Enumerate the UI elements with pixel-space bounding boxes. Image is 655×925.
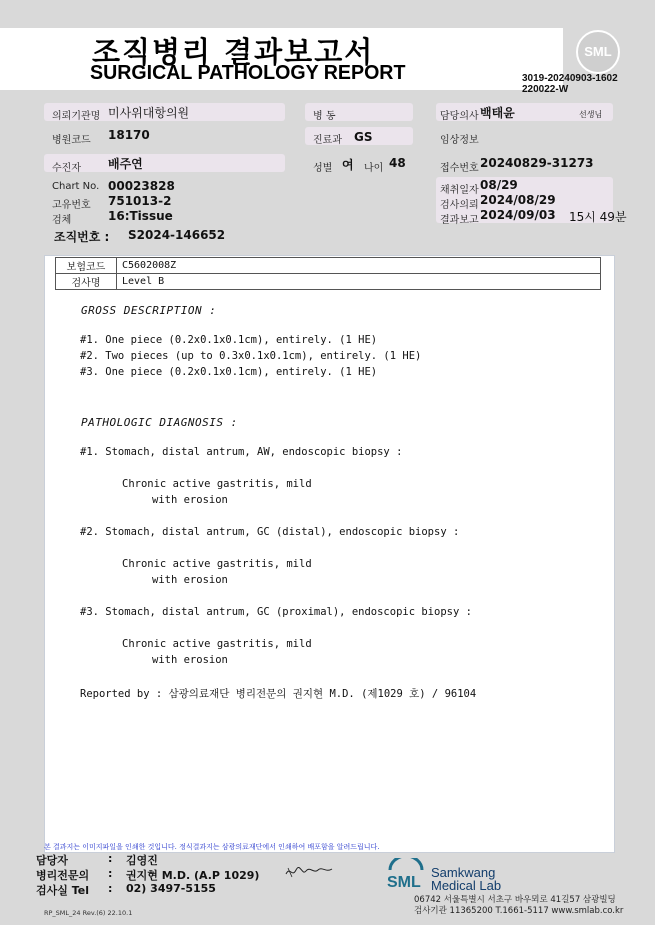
pathologist-value: 권지현 M.D. (A.P 1029) xyxy=(126,869,260,882)
diagnosis-1-text: Chronic active gastritis, mild xyxy=(122,478,312,490)
diagnosis-3-site: #3. Stomach, distal antrum, GC (proximal), endoscopic biopsy : xyxy=(80,606,472,618)
form-code: RP_SML_24 Rev.(6) 22.10.1 xyxy=(44,909,133,917)
pathologic-diagnosis-title: PATHOLOGIC DIAGNOSIS : xyxy=(81,416,238,429)
print-notice: 본 결과지는 이미지파일을 인쇄한 것입니다. 정식결과지는 삼광의료재단에서 인쇄하여 배포함을 알려드립니다. xyxy=(44,843,380,851)
collect-label: 채취일자 xyxy=(440,185,479,196)
samkwang-logo-icon xyxy=(386,858,426,890)
specimen-label: 검체 xyxy=(52,215,72,226)
manager-value: 김영진 xyxy=(126,854,158,867)
institution-value: 미사위대항의원 xyxy=(108,106,190,120)
sex-label: 성별 xyxy=(313,163,333,174)
unique-no-label: 고유번호 xyxy=(52,200,91,211)
diagnosis-2-site: #2. Stomach, distal antrum, GC (distal), endoscopic biopsy : xyxy=(80,526,460,538)
patient-value: 배주연 xyxy=(108,157,143,171)
gross-line-3: #3. One piece (0.2x0.1x0.1cm), entirely. (1 HE) xyxy=(80,366,378,378)
lab-address xyxy=(414,895,623,917)
receipt-value: 20240829-31273 xyxy=(480,156,594,170)
insurance-code-label: 보험코드 xyxy=(56,258,117,274)
sex-value: 여 xyxy=(342,158,354,172)
test-name-label: 검사명 xyxy=(56,274,117,290)
ward-label: 병 동 xyxy=(313,111,336,122)
report-number-line2: 220022-W xyxy=(522,84,569,95)
pathologist-label: 병리전문의 xyxy=(36,869,90,882)
request-label: 검사의뢰 xyxy=(440,200,479,211)
lab-name xyxy=(431,866,501,892)
table-row xyxy=(56,274,601,290)
receipt-label: 접수번호 xyxy=(440,163,479,174)
lab-name-line2: Medical Lab xyxy=(431,878,502,893)
lab-tel-label: 검사실 Tel xyxy=(36,884,89,897)
doctor-label: 담당의사 xyxy=(440,111,479,122)
insurance-code-value: C5602008Z xyxy=(117,258,601,274)
request-value: 2024/08/29 xyxy=(480,193,556,207)
unique-no-value: 751013-2 xyxy=(108,194,172,208)
reported-by: Reported by : 삼광의료재단 병리전문의 권지현 M.D. (제1029 호) / 96104 xyxy=(80,688,477,700)
gross-description-title: GROSS DESCRIPTION : xyxy=(81,304,217,317)
diagnosis-2-text: Chronic active gastritis, mild xyxy=(122,558,312,570)
clinical-label: 임상정보 xyxy=(440,135,479,146)
diagnosis-2-sub: with erosion xyxy=(152,574,228,586)
diagnosis-3-text: Chronic active gastritis, mild xyxy=(122,638,312,650)
chart-no-value: 00023828 xyxy=(108,179,175,193)
institution-label: 의뢰기관명 xyxy=(52,111,101,122)
tissue-no-value: S2024-146652 xyxy=(128,228,226,242)
pathologist-colon: : xyxy=(108,867,113,880)
table-row xyxy=(56,258,601,274)
manager-colon: : xyxy=(108,852,113,865)
patient-label: 수진자 xyxy=(52,163,81,174)
hospital-code-label: 병원코드 xyxy=(52,135,91,146)
report-number xyxy=(522,73,652,95)
age-value: 48 xyxy=(389,156,406,170)
collect-value: 08/29 xyxy=(480,178,518,192)
lab-tel-colon: : xyxy=(108,882,113,895)
report-date-value: 2024/09/03 xyxy=(480,208,556,222)
tissue-no-label: 조직번호 : xyxy=(54,230,110,244)
footer-logo-text: SML xyxy=(387,874,421,890)
report-time-value: 15시 49분 xyxy=(569,210,627,224)
specimen-value: 16:Tissue xyxy=(108,209,173,223)
report-number-line1: 3019-20240903-1602 xyxy=(522,73,618,84)
hospital-code-value: 18170 xyxy=(108,128,150,142)
report-title-korean: 조직병리 결과보고서 xyxy=(92,35,375,69)
signature-image xyxy=(284,864,334,880)
gross-line-2: #2. Two pieces (up to 0.3x0.1x0.1cm), entirely. (1 HE) xyxy=(80,350,422,362)
test-name-value: Level B xyxy=(117,274,601,290)
lab-address-line: 06742 서울특별시 서초구 바우뫼로 41길57 삼광빌딩 xyxy=(414,895,616,905)
report-content xyxy=(44,255,615,853)
report-title-english: SURGICAL PATHOLOGY REPORT xyxy=(90,62,406,84)
lab-name-line1: Samkwang xyxy=(431,865,496,880)
manager-label: 담당자 xyxy=(36,854,68,867)
gross-line-1: #1. One piece (0.2x0.1x0.1cm), entirely. (1 HE) xyxy=(80,334,378,346)
chart-no-label: Chart No. xyxy=(52,181,100,192)
sml-logo: SML xyxy=(576,30,620,74)
diagnosis-1-site: #1. Stomach, distal antrum, AW, endoscopic biopsy : xyxy=(80,446,403,458)
exam-info-table xyxy=(55,257,601,290)
diagnosis-1-sub: with erosion xyxy=(152,494,228,506)
report-date-label: 결과보고 xyxy=(440,215,479,226)
lab-license-line: 검사기관 11365200 T.1661-5117 www.smlab.co.kr xyxy=(414,906,624,916)
dept-label: 진료과 xyxy=(313,135,342,146)
diagnosis-3-sub: with erosion xyxy=(152,654,228,666)
doctor-value: 백태윤 xyxy=(480,106,515,120)
age-label: 나이 xyxy=(364,163,384,174)
dept-value: GS xyxy=(354,130,373,144)
doctor-suffix: 선생님 xyxy=(579,110,603,119)
lab-tel-value: 02) 3497-5155 xyxy=(126,882,216,895)
